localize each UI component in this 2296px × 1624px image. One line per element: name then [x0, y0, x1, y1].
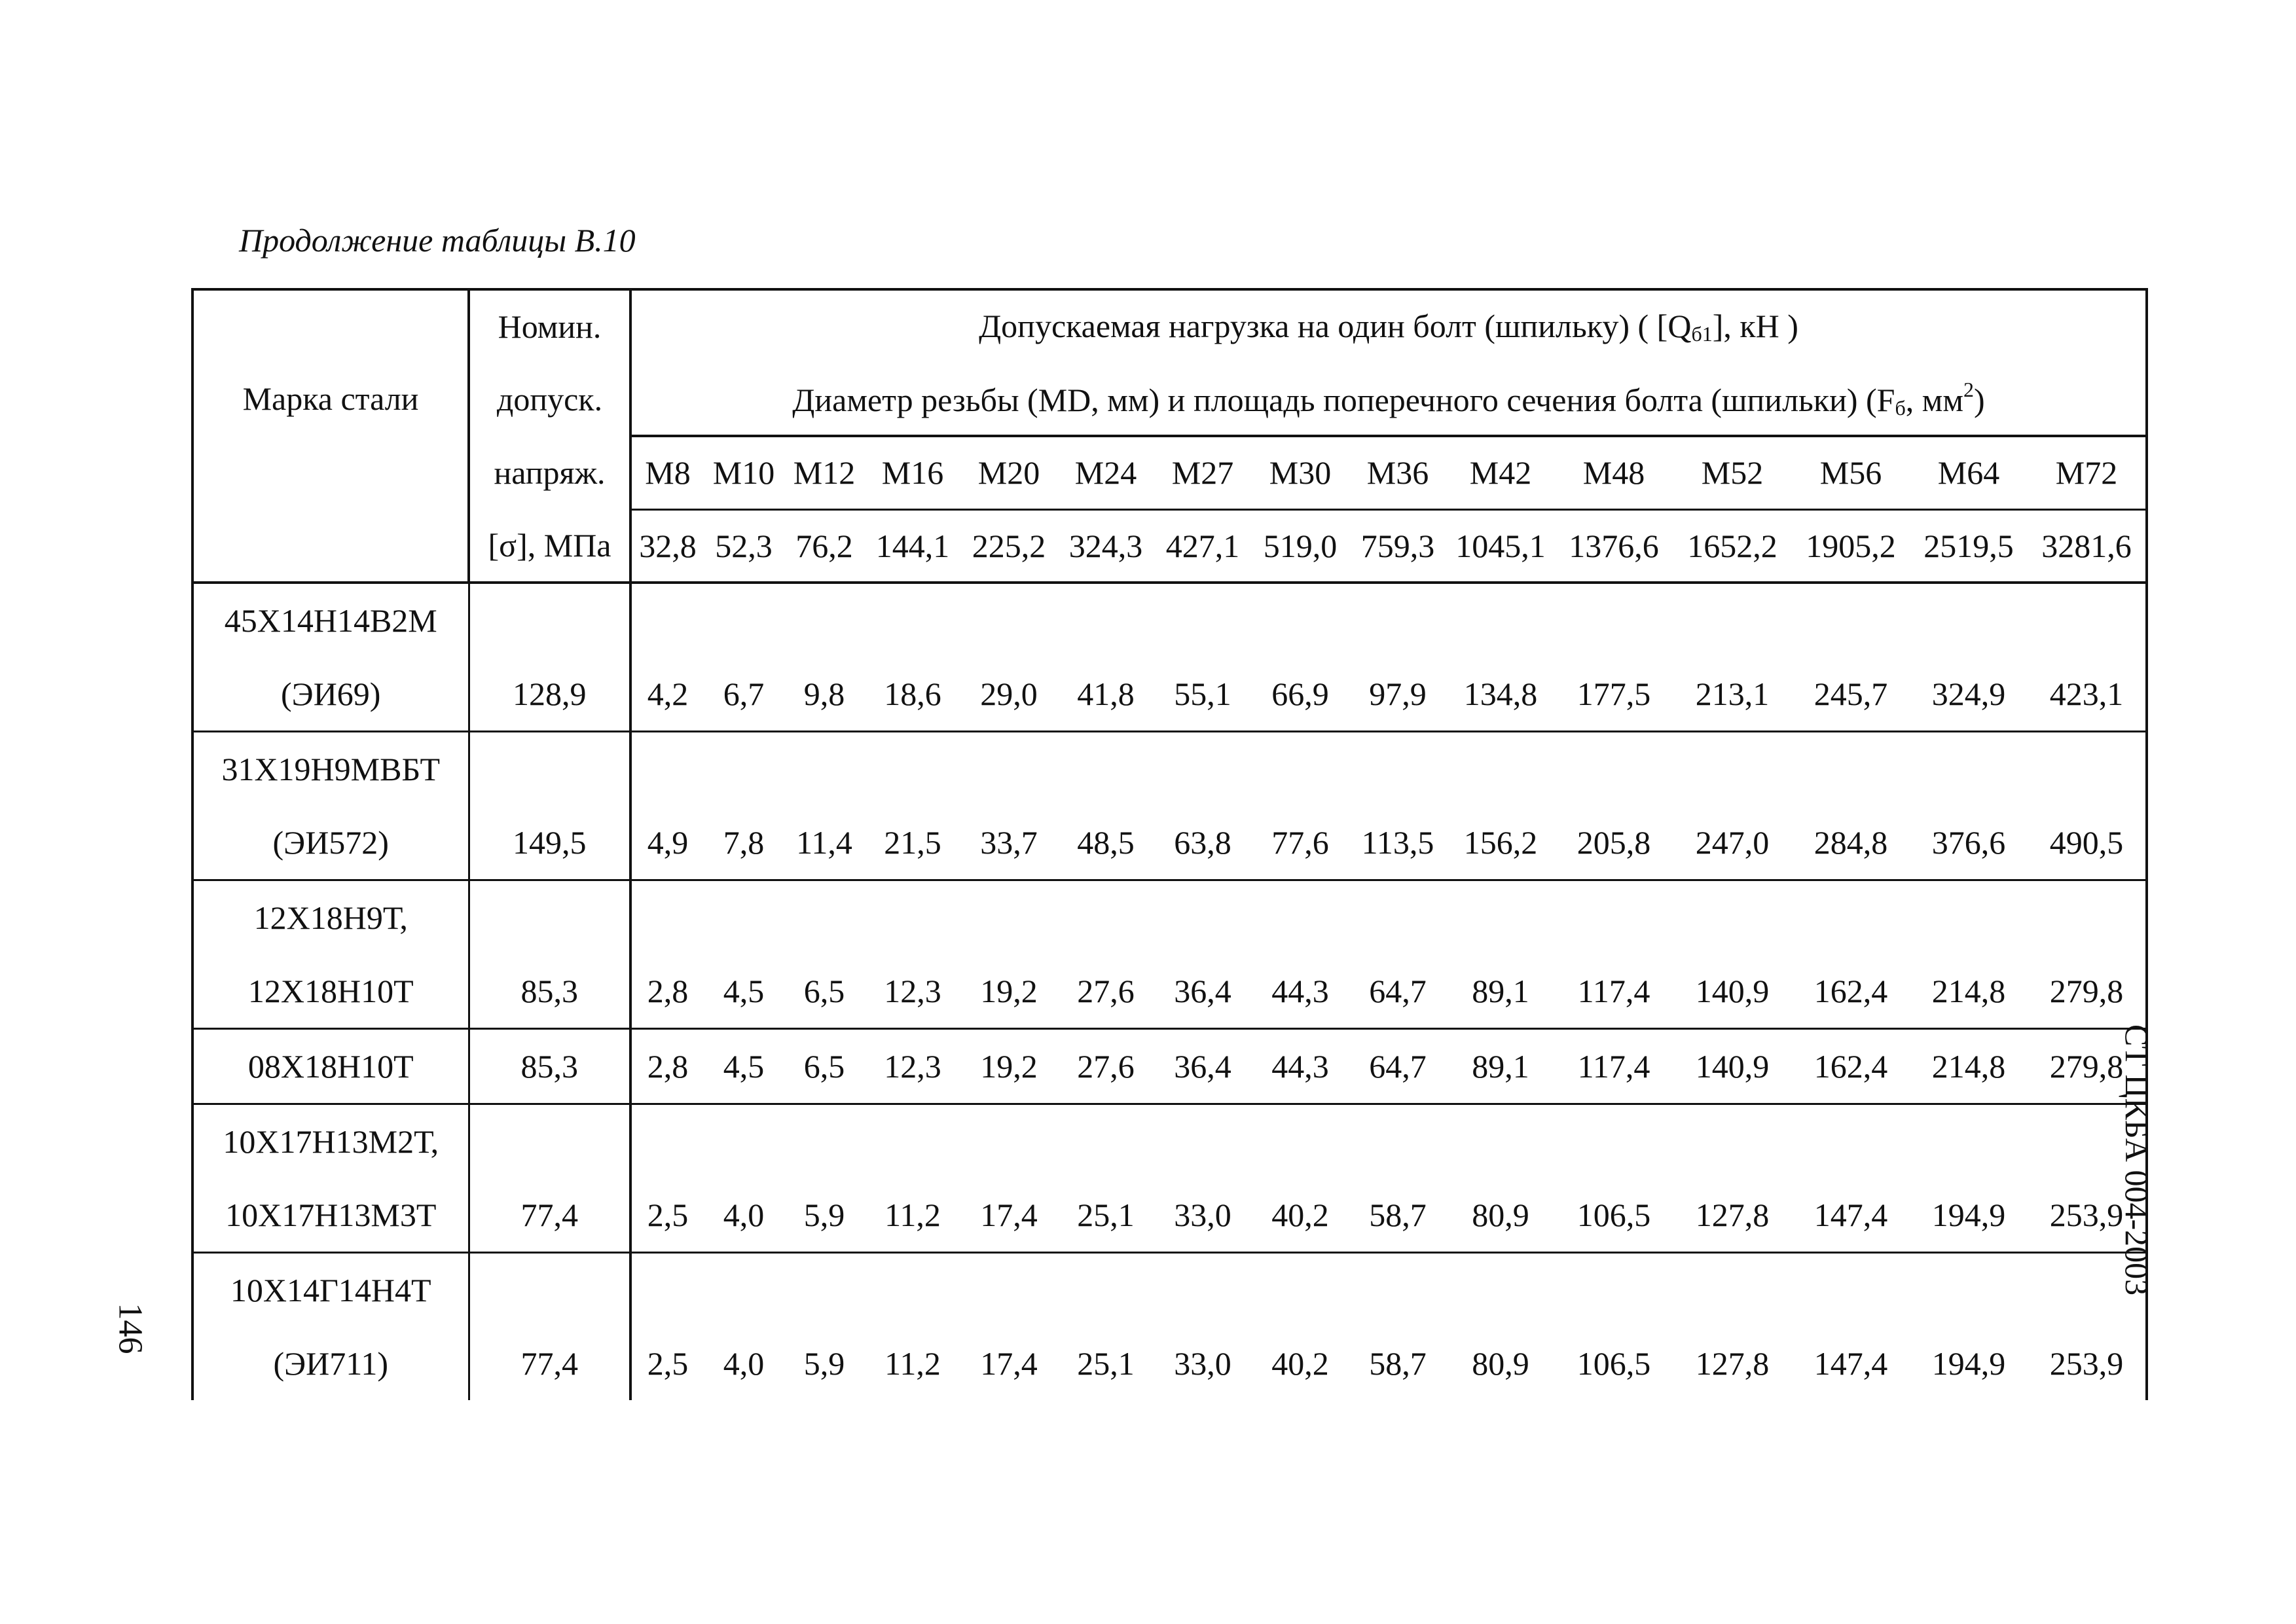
steel-grade-cell	[192, 732, 469, 880]
load-value: 113,5	[1361, 824, 1434, 861]
load-value-cell	[1673, 583, 1792, 732]
load-value: 97,9	[1369, 676, 1427, 712]
load-value-cell	[960, 1253, 1057, 1401]
load-value: 156,2	[1463, 824, 1538, 861]
steel-grade-cell	[192, 1104, 469, 1253]
load-value: 140,9	[1695, 1048, 1770, 1085]
load-value-cell	[704, 1253, 784, 1401]
load-value-cell	[1792, 1104, 1910, 1253]
header-stress-line-2: допуск.	[469, 363, 630, 436]
load-value: 41,8	[1077, 676, 1135, 712]
load-value-cell	[1154, 880, 1251, 1029]
steel-grade-cell	[192, 1253, 469, 1401]
steel-grade-line-2: 12Х18Н10Т	[247, 973, 414, 1009]
load-value-cell	[2028, 583, 2147, 732]
diameter-header: M30	[1251, 436, 1349, 509]
load-value-cell	[1673, 1253, 1792, 1401]
document-code: СТ ЦКБА 004-2003	[2119, 1024, 2155, 1296]
load-value: 80,9	[1472, 1345, 1529, 1382]
load-value-cell	[784, 1104, 865, 1253]
area-header: 3281,6	[2028, 509, 2147, 583]
load-value: 11,2	[884, 1345, 941, 1382]
load-value-cell	[704, 1029, 784, 1104]
load-value: 134,8	[1463, 676, 1538, 712]
area-header: 324,3	[1057, 509, 1154, 583]
table-row	[192, 1029, 2147, 1104]
load-value: 19,2	[980, 973, 1038, 1009]
load-value: 2,8	[647, 1048, 689, 1085]
load-value-cell	[865, 1029, 960, 1104]
load-value-cell	[865, 732, 960, 880]
load-value-cell	[630, 880, 704, 1029]
load-value-cell	[704, 732, 784, 880]
load-value: 324,9	[1931, 676, 2006, 712]
load-value: 63,8	[1174, 824, 1231, 861]
load-value: 19,2	[980, 1048, 1038, 1085]
load-value: 40,2	[1271, 1197, 1329, 1233]
load-value-cell	[1251, 1029, 1349, 1104]
load-value-cell	[1555, 1029, 1673, 1104]
diameter-header: M24	[1057, 436, 1154, 509]
area-header: 519,0	[1251, 509, 1349, 583]
load-value-cell	[784, 880, 865, 1029]
load-value: 2,5	[647, 1197, 689, 1233]
load-value: 194,9	[1931, 1345, 2006, 1382]
area-header: 1376,6	[1555, 509, 1673, 583]
load-value: 33,0	[1174, 1197, 1231, 1233]
load-value: 17,4	[980, 1197, 1038, 1233]
load-value-cell	[1349, 732, 1446, 880]
area-header: 427,1	[1154, 509, 1251, 583]
load-value: 162,4	[1813, 973, 1888, 1009]
load-value-cell	[1673, 1029, 1792, 1104]
load-value: 6,5	[803, 973, 845, 1009]
diameter-header: M36	[1349, 436, 1446, 509]
load-value: 177,5	[1576, 676, 1651, 712]
load-value-cell	[960, 880, 1057, 1029]
load-value: 27,6	[1077, 973, 1135, 1009]
load-value: 127,8	[1695, 1345, 1770, 1382]
area-header: 52,3	[704, 509, 784, 583]
area-header: 32,8	[630, 509, 704, 583]
load-value: 12,3	[884, 973, 941, 1009]
load-value: 89,1	[1472, 973, 1529, 1009]
load-value: 117,4	[1577, 1048, 1650, 1085]
load-value: 253,9	[2049, 1197, 2124, 1233]
load-value-cell	[1910, 1029, 2028, 1104]
diameter-header: M16	[865, 436, 960, 509]
load-value-cell	[865, 880, 960, 1029]
load-value: 44,3	[1271, 973, 1329, 1009]
load-value-cell	[784, 732, 865, 880]
load-value-cell	[630, 583, 704, 732]
table-row	[192, 1253, 2147, 1401]
load-value: 490,5	[2049, 824, 2124, 861]
load-value-cell	[1910, 1253, 2028, 1401]
load-value-cell	[1792, 880, 1910, 1029]
load-value: 214,8	[1931, 1048, 2006, 1085]
load-value-cell	[1446, 1029, 1555, 1104]
load-value: 7,8	[723, 824, 765, 861]
load-value-cell	[1673, 880, 1792, 1029]
load-value-cell	[865, 1104, 960, 1253]
area-header: 2519,5	[1910, 509, 2028, 583]
load-value: 376,6	[1931, 824, 2006, 861]
load-value-cell	[1057, 1029, 1154, 1104]
load-value: 77,6	[1271, 824, 1329, 861]
load-value: 162,4	[1813, 1048, 1888, 1085]
load-value-cell	[1446, 732, 1555, 880]
load-value: 66,9	[1271, 676, 1329, 712]
load-value: 40,2	[1271, 1345, 1329, 1382]
load-value: 58,7	[1369, 1197, 1427, 1233]
load-value-cell	[1251, 880, 1349, 1029]
load-value-cell	[704, 880, 784, 1029]
load-value-cell	[1349, 1029, 1446, 1104]
load-value-cell	[784, 583, 865, 732]
load-value: 245,7	[1813, 676, 1888, 712]
load-value: 33,7	[980, 824, 1038, 861]
load-value-cell	[2028, 880, 2147, 1029]
load-value-cell	[1446, 1253, 1555, 1401]
stress-value: 149,5	[513, 824, 587, 861]
load-value: 5,9	[803, 1197, 845, 1233]
stress-value: 128,9	[513, 676, 587, 712]
load-value: 11,2	[884, 1197, 941, 1233]
load-value-cell	[1349, 583, 1446, 732]
load-value: 2,8	[647, 973, 689, 1009]
steel-grade-line-2: (ЭИ711)	[273, 1345, 389, 1382]
load-value: 36,4	[1174, 1048, 1231, 1085]
area-header: 1045,1	[1446, 509, 1555, 583]
load-value-cell	[1673, 732, 1792, 880]
load-value-cell	[1154, 1029, 1251, 1104]
load-value-cell	[960, 583, 1057, 732]
load-value: 5,9	[803, 1345, 845, 1382]
steel-grade-cell	[192, 880, 469, 1029]
stress-value: 77,4	[520, 1345, 578, 1382]
load-value: 80,9	[1472, 1197, 1529, 1233]
load-value: 4,5	[723, 1048, 765, 1085]
load-value: 29,0	[980, 676, 1038, 712]
steel-grade-line-1: 08Х18Н10Т	[247, 1048, 414, 1085]
steel-grade-line-1: 10Х14Г14Н4Т	[230, 1272, 431, 1308]
diameter-header: M72	[2028, 436, 2147, 509]
diameter-header: M42	[1446, 436, 1555, 509]
load-value-cell	[704, 1104, 784, 1253]
load-value: 4,2	[647, 676, 689, 712]
table-row	[192, 880, 2147, 1029]
load-value: 140,9	[1695, 973, 1770, 1009]
load-value-cell	[704, 583, 784, 732]
load-value-cell	[1154, 1104, 1251, 1253]
diameter-header: M64	[1910, 436, 2028, 509]
load-value-cell	[1792, 1029, 1910, 1104]
load-value-cell	[1555, 880, 1673, 1029]
load-value: 6,7	[723, 676, 765, 712]
header-stress-line-1: Номин.	[469, 289, 630, 363]
load-value-cell	[1910, 880, 2028, 1029]
steel-grade-cell	[192, 583, 469, 732]
load-value: 33,0	[1174, 1345, 1231, 1382]
load-value: 214,8	[1931, 973, 2006, 1009]
load-value-cell	[1251, 732, 1349, 880]
load-value: 21,5	[884, 824, 941, 861]
load-value-cell	[1555, 1104, 1673, 1253]
load-value: 44,3	[1271, 1048, 1329, 1085]
load-value: 205,8	[1576, 824, 1651, 861]
load-value-cell	[1446, 880, 1555, 1029]
load-value-cell	[1251, 1253, 1349, 1401]
load-value-cell	[1673, 1104, 1792, 1253]
load-value-cell	[1154, 732, 1251, 880]
diameter-header: M8	[630, 436, 704, 509]
load-value-cell	[1910, 1104, 2028, 1253]
header-load-title: Допускаемая нагрузка на один болт (шпильку) ( $[Q_{б1}]$, кН )	[630, 289, 2147, 363]
load-value: 89,1	[1472, 1048, 1529, 1085]
steel-grade-line-1: 45Х14Н14В2М	[224, 602, 437, 639]
steel-grade-line-1: 12Х18Н9Т,	[253, 899, 408, 936]
table-caption: Продолжение таблицы В.10	[239, 222, 636, 259]
load-value: 18,6	[884, 676, 941, 712]
load-value: 55,1	[1174, 676, 1231, 712]
load-value: 11,4	[796, 824, 852, 861]
load-value: 106,5	[1576, 1345, 1651, 1382]
header-steel-grade: Марка стали	[192, 289, 469, 583]
load-value-cell	[1057, 732, 1154, 880]
stress-value: 77,4	[520, 1197, 578, 1233]
load-value-cell	[1154, 1253, 1251, 1401]
load-value-cell	[960, 1029, 1057, 1104]
load-value-cell	[1555, 583, 1673, 732]
diameter-header: M52	[1673, 436, 1792, 509]
load-value: 4,0	[723, 1345, 765, 1382]
load-value-cell	[2028, 732, 2147, 880]
load-value-cell	[1251, 1104, 1349, 1253]
load-value: 147,4	[1813, 1345, 1888, 1382]
load-value-cell	[1446, 583, 1555, 732]
stress-cell	[469, 880, 630, 1029]
load-value: 127,8	[1695, 1197, 1770, 1233]
table-row	[192, 732, 2147, 880]
load-value: 36,4	[1174, 973, 1231, 1009]
stress-cell	[469, 1104, 630, 1253]
load-value: 284,8	[1813, 824, 1888, 861]
diameter-header: M10	[704, 436, 784, 509]
area-header: 144,1	[865, 509, 960, 583]
table-row	[192, 583, 2147, 732]
load-value: 12,3	[884, 1048, 941, 1085]
area-header: 76,2	[784, 509, 865, 583]
load-value: 117,4	[1577, 973, 1650, 1009]
steel-grade-line-1: 10Х17Н13М2Т,	[223, 1123, 439, 1160]
load-value-cell	[1555, 732, 1673, 880]
load-value-cell	[1910, 732, 2028, 880]
table-row	[192, 1104, 2147, 1253]
load-value: 279,8	[2049, 1048, 2124, 1085]
load-value: 194,9	[1931, 1197, 2006, 1233]
load-value: 147,4	[1813, 1197, 1888, 1233]
load-value-cell	[960, 732, 1057, 880]
diameter-header: M27	[1154, 436, 1251, 509]
header-stress-line-3: напряж.	[469, 436, 630, 509]
stress-value: 85,3	[520, 1048, 578, 1085]
load-value-cell	[1057, 1104, 1154, 1253]
load-value: 106,5	[1576, 1197, 1651, 1233]
load-value-cell	[630, 1104, 704, 1253]
load-value: 213,1	[1695, 676, 1770, 712]
load-value-cell	[1251, 583, 1349, 732]
load-value-cell	[1349, 1104, 1446, 1253]
header-stress-line-4: [σ], МПа	[469, 509, 630, 583]
load-value: 247,0	[1695, 824, 1770, 861]
load-value: 423,1	[2049, 676, 2124, 712]
diameter-header: M20	[960, 436, 1057, 509]
stress-cell	[469, 1253, 630, 1401]
load-value: 58,7	[1369, 1345, 1427, 1382]
load-value-cell	[1057, 1253, 1154, 1401]
load-value: 253,9	[2049, 1345, 2124, 1382]
load-value-cell	[1792, 583, 1910, 732]
diameter-header: M12	[784, 436, 865, 509]
stress-cell	[469, 583, 630, 732]
load-value-cell	[1792, 732, 1910, 880]
load-value: 4,5	[723, 973, 765, 1009]
steel-load-table	[191, 288, 2148, 1400]
stress-cell	[469, 732, 630, 880]
area-header: 759,3	[1349, 509, 1446, 583]
load-value: 48,5	[1077, 824, 1135, 861]
load-value-cell	[1446, 1104, 1555, 1253]
load-value-cell	[1154, 583, 1251, 732]
load-value: 64,7	[1369, 973, 1427, 1009]
page-number: 146	[111, 1303, 149, 1354]
load-value: 4,0	[723, 1197, 765, 1233]
steel-grade-line-2: 10Х17Н13М3Т	[225, 1197, 437, 1233]
area-header: 225,2	[960, 509, 1057, 583]
load-value-cell	[630, 1253, 704, 1401]
load-value-cell	[960, 1104, 1057, 1253]
load-value: 6,5	[803, 1048, 845, 1085]
header-diameter-title: Диаметр резьбы (MD, мм) и площадь поперечного сечения болта (шпильки) ($F_б$, $мм^2$)	[630, 363, 2147, 436]
load-value-cell	[865, 583, 960, 732]
steel-grade-line-2: (ЭИ572)	[272, 824, 389, 861]
load-value-cell	[1910, 583, 2028, 732]
load-value-cell	[630, 732, 704, 880]
load-value-cell	[865, 1253, 960, 1401]
load-value-cell	[1555, 1253, 1673, 1401]
load-value-cell	[1792, 1253, 1910, 1401]
diameter-header: M56	[1792, 436, 1910, 509]
stress-cell	[469, 1029, 630, 1104]
steel-grade-line-2: (ЭИ69)	[281, 676, 381, 712]
load-value: 27,6	[1077, 1048, 1135, 1085]
load-value-cell	[1349, 880, 1446, 1029]
load-value: 2,5	[647, 1345, 689, 1382]
area-header: 1652,2	[1673, 509, 1792, 583]
load-value-cell	[1349, 1253, 1446, 1401]
load-value-cell	[630, 1029, 704, 1104]
load-value: 64,7	[1369, 1048, 1427, 1085]
load-value-cell	[1057, 880, 1154, 1029]
load-value: 25,1	[1077, 1345, 1135, 1382]
load-value-cell	[784, 1029, 865, 1104]
load-value-cell	[1057, 583, 1154, 732]
steel-grade-line-1: 31Х19Н9МВБТ	[221, 751, 441, 787]
area-header: 1905,2	[1792, 509, 1910, 583]
load-value: 17,4	[980, 1345, 1038, 1382]
steel-grade-cell	[192, 1029, 469, 1104]
load-value: 4,9	[647, 824, 689, 861]
load-value: 279,8	[2049, 973, 2124, 1009]
stress-value: 85,3	[520, 973, 578, 1009]
load-value: 9,8	[803, 676, 845, 712]
diameter-header: M48	[1555, 436, 1673, 509]
load-value: 25,1	[1077, 1197, 1135, 1233]
load-value-cell	[784, 1253, 865, 1401]
